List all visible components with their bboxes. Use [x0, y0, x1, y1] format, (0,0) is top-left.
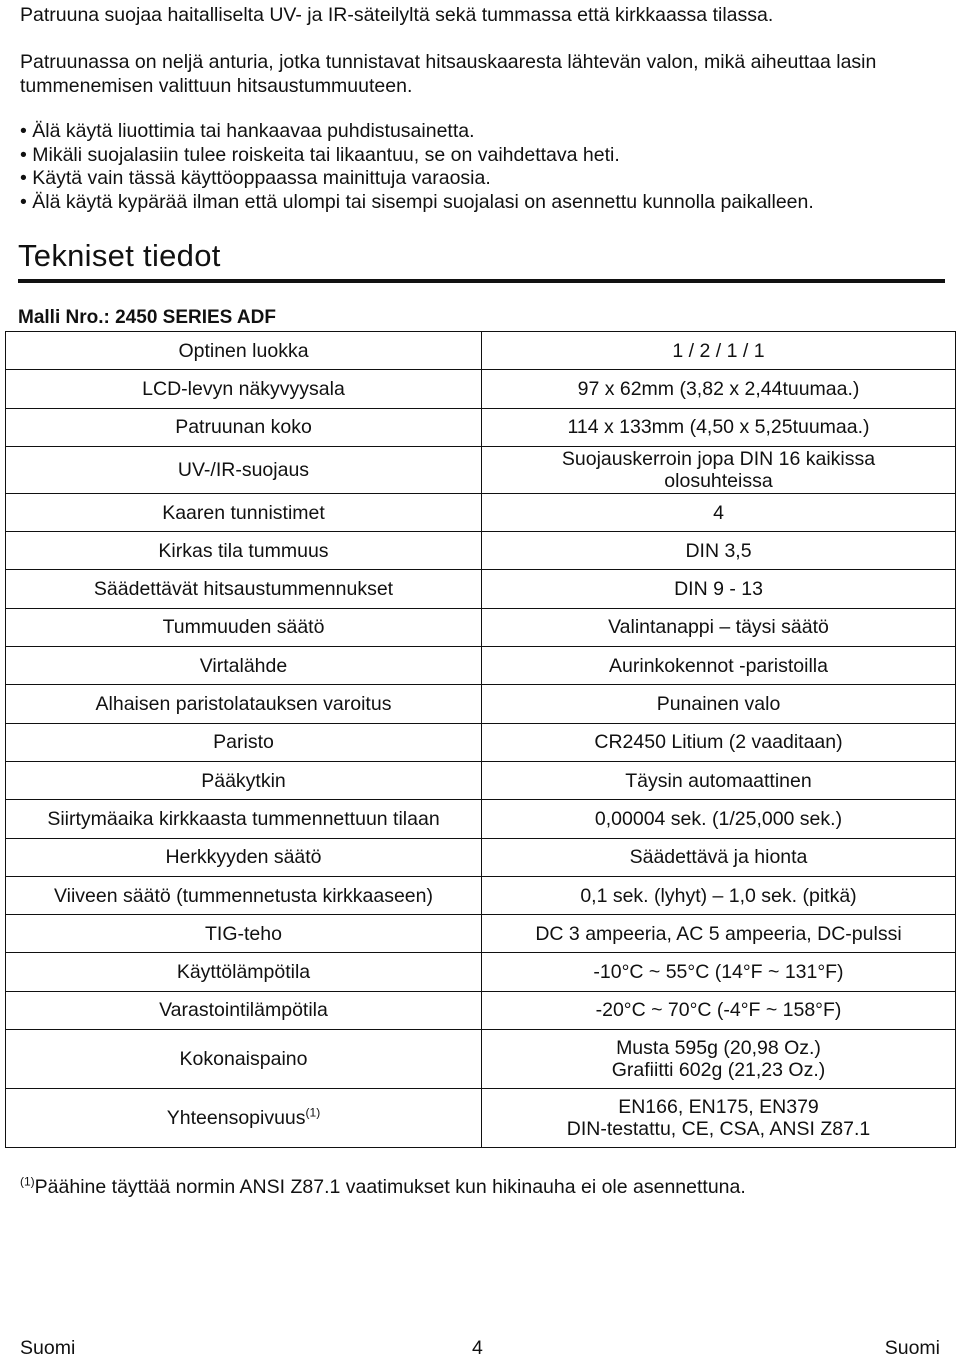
spec-key: Siirtymäaika kirkkaasta tummennettuun tilaan	[6, 800, 482, 838]
spec-value	[482, 1030, 956, 1089]
spec-value: Punainen valo	[482, 685, 956, 723]
spec-key: Kirkas tila tummuus	[6, 532, 482, 570]
spec-key: Herkkyyden säätö	[6, 838, 482, 876]
spec-value: 114 x 133mm (4,50 x 5,25tuumaa.)	[482, 408, 956, 446]
spec-key	[6, 1089, 482, 1148]
spec-row	[6, 1030, 956, 1089]
spec-value: Säädettävä ja hionta	[482, 838, 956, 876]
spec-key: Alhaisen paristolatauksen varoitus	[6, 685, 482, 723]
footnote	[20, 1176, 746, 1199]
spec-value-line: Musta 595g (20,98 Oz.)	[616, 1037, 821, 1060]
spec-row	[6, 532, 956, 570]
footer-language-right: Suomi	[884, 1337, 940, 1359]
spec-value: 0,00004 sek. (1/25,000 sek.)	[482, 800, 956, 838]
spec-value	[482, 1089, 956, 1148]
spec-table	[5, 331, 956, 1148]
spec-value-line: Suojauskerroin jopa DIN 16 kaikissa	[561, 447, 876, 470]
spec-row	[6, 838, 956, 876]
spec-value: -20°C ~ 70°C (-4°F ~ 158°F)	[482, 991, 956, 1029]
spec-row	[6, 332, 956, 370]
model-number: Malli Nro.: 2450 SERIES ADF	[18, 307, 276, 328]
spec-value: Täysin automaattinen	[482, 761, 956, 799]
spec-value: DC 3 ampeeria, AC 5 ampeeria, DC-pulssi	[482, 915, 956, 953]
warning-item: • Älä käytä liuottimia tai hankaavaa puhdistusainetta.	[20, 120, 940, 144]
spec-key-text: Yhteensopivuus	[166, 1107, 306, 1130]
spec-value: 97 x 62mm (3,82 x 2,44tuumaa.)	[482, 370, 956, 408]
spec-row	[6, 723, 956, 761]
spec-row	[6, 370, 956, 408]
warning-list	[20, 120, 940, 214]
spec-row	[6, 608, 956, 646]
spec-value: DIN 9 - 13	[482, 570, 956, 608]
spec-key: Kaaren tunnistimet	[6, 493, 482, 531]
spec-key: Patruunan koko	[6, 408, 482, 446]
footnote-ref: (1)	[305, 1105, 321, 1120]
spec-row	[6, 647, 956, 685]
spec-row	[6, 915, 956, 953]
footnote-mark: (1)	[20, 1174, 35, 1189]
footer-language-left: Suomi	[20, 1337, 76, 1359]
spec-key: Virtalähde	[6, 647, 482, 685]
warning-item: • Mikäli suojalasiin tulee roiskeita tai likaantuu, se on vaihdettava heti.	[20, 144, 940, 168]
spec-row	[6, 493, 956, 531]
spec-value: Aurinkokennot -paristoilla	[482, 647, 956, 685]
heading-rule	[18, 279, 945, 283]
spec-row	[6, 761, 956, 799]
spec-row	[6, 991, 956, 1029]
spec-row	[6, 685, 956, 723]
page-number: 4	[472, 1337, 483, 1359]
spec-value: Valintanappi – täysi säätö	[482, 608, 956, 646]
spec-key: TIG-teho	[6, 915, 482, 953]
spec-value-line: DIN-testattu, CE, CSA, ANSI Z87.1	[566, 1118, 871, 1141]
spec-row	[6, 1089, 956, 1148]
intro-paragraph-1: Patruuna suojaa haitalliselta UV- ja IR-säteilyltä sekä tummassa että kirkkaassa tilassa.	[20, 4, 774, 26]
spec-value-line: olosuhteissa	[664, 469, 773, 492]
spec-key: Säädettävät hitsaustummennukset	[6, 570, 482, 608]
spec-value-line: Grafiitti 602g (21,23 Oz.)	[611, 1059, 826, 1082]
spec-key: Tummuuden säätö	[6, 608, 482, 646]
spec-value: DIN 3,5	[482, 532, 956, 570]
spec-key: Pääkytkin	[6, 761, 482, 799]
spec-row	[6, 570, 956, 608]
spec-value: 0,1 sek. (lyhyt) – 1,0 sek. (pitkä)	[482, 876, 956, 914]
spec-key: Varastointilämpötila	[6, 991, 482, 1029]
spec-value	[482, 446, 956, 493]
spec-row	[6, 953, 956, 991]
spec-key: Optinen luokka	[6, 332, 482, 370]
spec-value: -10°C ~ 55°C (14°F ~ 131°F)	[482, 953, 956, 991]
footnote-text: Päähine täyttää normin ANSI Z87.1 vaatimukset kun hikinauha ei ole asennettuna.	[34, 1176, 746, 1198]
spec-key: Paristo	[6, 723, 482, 761]
spec-value-line: EN166, EN175, EN379	[618, 1096, 819, 1119]
section-heading: Tekniset tiedot	[18, 238, 221, 273]
spec-key: LCD-levyn näkyvyysala	[6, 370, 482, 408]
warning-item: • Älä käytä kypärää ilman että ulompi tai sisempi suojalasi on asennettu kunnolla paikalleen.	[20, 191, 940, 215]
spec-row	[6, 876, 956, 914]
spec-key: Käyttölämpötila	[6, 953, 482, 991]
intro-paragraph-2: Patruunassa on neljä anturia, jotka tunnistavat hitsauskaaresta lähtevän valon, mikä aiheuttaa lasin tummenemisen valittuun hitsaustummuuteen.	[20, 51, 877, 97]
spec-value: 1 / 2 / 1 / 1	[482, 332, 956, 370]
spec-value: 4	[482, 493, 956, 531]
spec-key: Kokonaispaino	[6, 1030, 482, 1089]
warning-item: • Käytä vain tässä käyttöoppaassa mainittuja varaosia.	[20, 167, 940, 191]
spec-value: CR2450 Litium (2 vaaditaan)	[482, 723, 956, 761]
spec-key: UV-/IR-suojaus	[6, 446, 482, 493]
spec-row	[6, 446, 956, 493]
spec-row	[6, 408, 956, 446]
spec-key: Viiveen säätö (tummennetusta kirkkaaseen)	[6, 876, 482, 914]
spec-row	[6, 800, 956, 838]
